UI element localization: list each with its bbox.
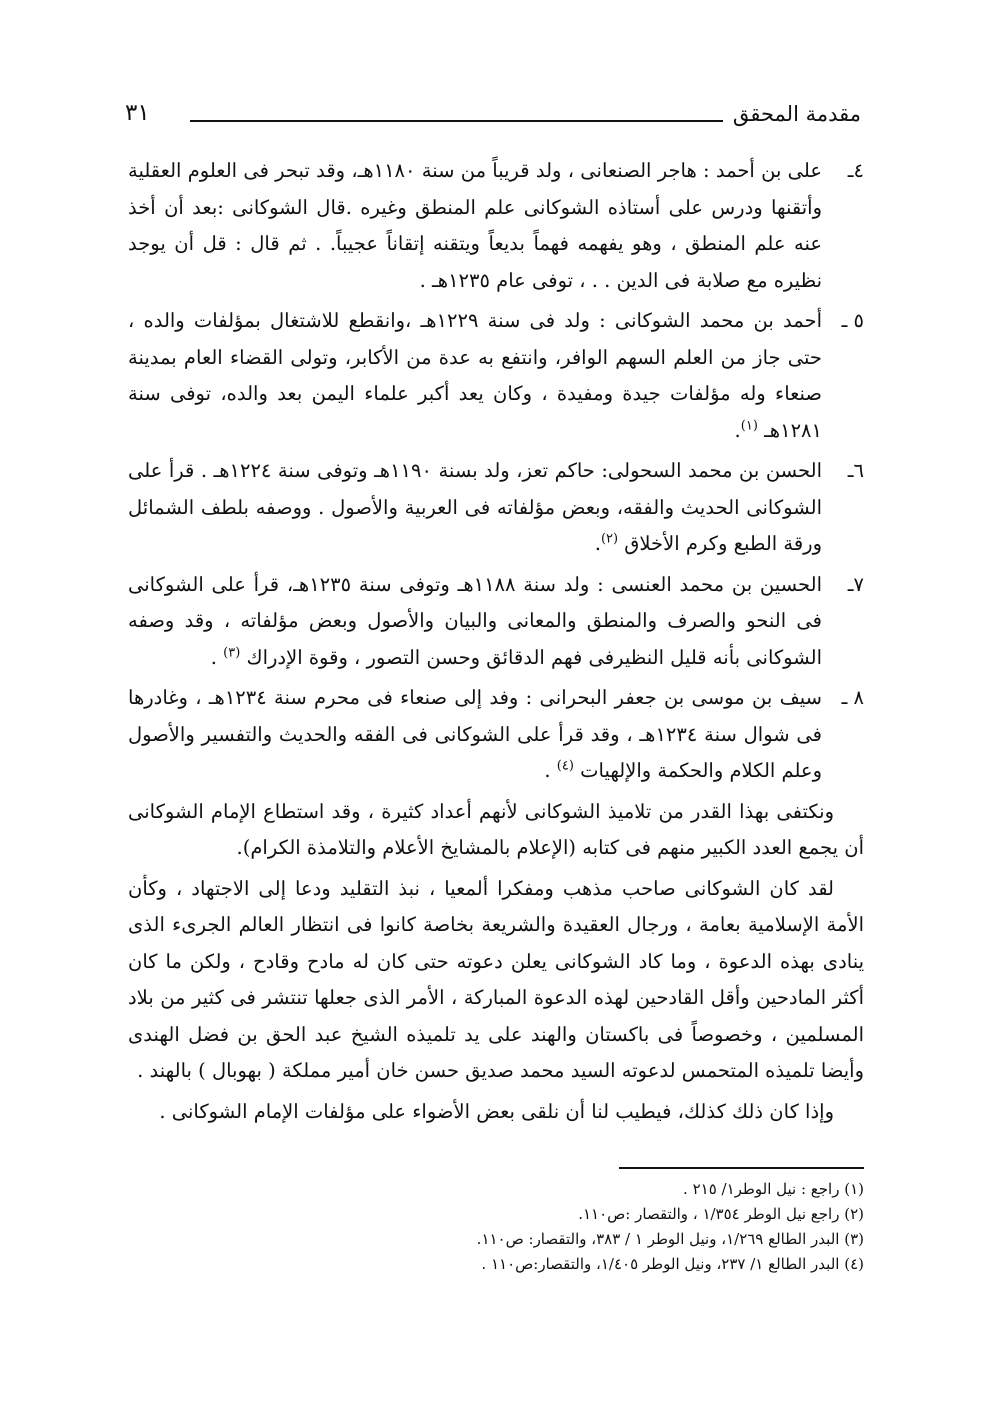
entry-end: . <box>210 645 224 669</box>
entry-number: ٨ ـ <box>841 686 864 709</box>
entry-number: ٥ ـ <box>841 309 864 332</box>
footnote: (٢) راجع نيل الوطر ١/٣٥٤ ، والتقصار :ص١١٠. <box>578 1205 864 1223</box>
entry-text: أحمد بن محمد الشوكانى : ولد فى سنة ١٢٢٩هـ ،وانقطع للاشتغال بمؤلفات والده ، حتى جاز من العلم السهم الوافر، وانتفع به عدة من الأكابر، وتولى القضاء العام بمدينة صنعاء وله مؤلفات جيدة ومفيدة ، وكان يعد أكبر علماء اليمن بعد والده، توفى سنة ١٢٨١هـ <box>128 309 822 442</box>
footnote-ref: (٣) <box>223 645 241 660</box>
entry-text: على بن أحمد : هاجر الصنعانى ، ولد قريباً من سنة ١١٨٠هـ، وقد تبحر فى العلوم العقلية وأتقنها ودرس على أستاذه الشوكانى علم المنطق وغيره .قال الشوكانى :بعد أن أخذ عنه علم المنطق ، وهو يفهمه فهماً بديعاً ويتقنه إتقاناً عجيباً. . ثم قال : قل أن يوجد نظيره مع صلابة فى الدين . . ، توفى عام ١٢٣٥هـ . <box>128 159 822 292</box>
entry-number: ٦ـ <box>847 459 864 482</box>
footnote-ref: (١) <box>740 418 758 433</box>
student-entry <box>128 567 864 677</box>
header-title: مقدمة المحقق <box>732 102 861 126</box>
body-paragraph: وإذا كان ذلك كذلك، فيطيب لنا أن نلقى بعض الأضواء على مؤلفات الإمام الشوكانى . <box>159 1099 834 1123</box>
header-rule <box>190 120 723 122</box>
entry-text: الحسن بن محمد السحولى: حاكم تعز، ولد بسنة ١١٩٠هـ وتوفى سنة ١٢٢٤هـ . قرأ على الشوكانى الحديث والفقه، وبعض مؤلفاته فى العربية والأصول . ووصفه بلطف الشمائل ورقة الطبع وكرم الأخلاق <box>128 459 822 555</box>
entry-end: . <box>594 532 601 555</box>
page-number: ٣١ <box>125 100 150 126</box>
body-paragraph: ونكتفى بهذا القدر من تلاميذ الشوكانى لأنهم أعداد كثيرة ، وقد استطاع الإمام الشوكانى أن يجمع العدد الكبير منهم فى كتابه (الإعلام بالمشايخ الأعلام والتلامذة الكرام). <box>128 799 864 859</box>
student-entry <box>128 680 864 790</box>
footnote-rule <box>619 1167 864 1169</box>
student-entry <box>128 303 864 449</box>
entry-number: ٤ـ <box>847 159 864 182</box>
footnote: (٤) البدر الطالع ١/ ٢٣٧، ونيل الوطر ١/٤٠٥، والتقصار:ص١١٠ . <box>481 1255 864 1273</box>
page-header <box>125 100 861 140</box>
entry-text: سيف بن موسى بن جعفر البحرانى : وفد إلى صنعاء فى محرم سنة ١٢٣٤هـ ، وغادرها فى شوال سنة ١٢٣٤هـ ، وقد قرأ على الشوكانى فى الفقه والحديث والتفسير والأصول وعلم الكلام والحكمة والإلهيات <box>128 686 822 782</box>
main-text <box>128 153 864 1134</box>
footnote-ref: (٢) <box>600 531 619 547</box>
student-entry <box>128 153 864 299</box>
entry-end: . <box>734 418 741 442</box>
student-entry <box>128 453 864 563</box>
footnote: (٣) البدر الطالع ١/٢٦٩، ونيل الوطر ١ / ٣٨٣، والتقصار: ص١١٠. <box>476 1230 864 1248</box>
entry-number: ٧ـ <box>847 572 864 596</box>
body-paragraph: لقد كان الشوكانى صاحب مذهب ومفكرا ألمعيا ، نبذ التقليد ودعا إلى الاجتهاد ، وكأن الأمة الإسلامية بعامة ، ورجال العقيدة والشريعة بخاصة كانوا فى انتظار العالم الجرىء الذى ينادى بهذه الدعوة ، وما كاد الشوكانى يعلن دعوته حتى كان له مادح وقادح ، ولكن ما كان أكثر المادحين وأقل القادحين لهذه الدعوة المباركة ، الأمر الذى جعلها تنتشر فى كثير من بلاد المسلمين ، وخصوصاً فى باكستان والهند على يد تلميذه الشيخ عبد الحق بن فضل الهندى وأيضا تلميذه المتحمس لدعوته السيد محمد صديق حسن خان أمير مملكة ( بهوبال ) بالهند . <box>128 876 864 1082</box>
footnotes <box>128 1177 864 1277</box>
footnote: (١) راجع : نيل الوطر١/ ٢١٥ . <box>683 1180 864 1198</box>
entry-end: . <box>544 759 557 782</box>
footnote-ref: (٤) <box>556 758 574 774</box>
entry-text: الحسين بن محمد العنسى : ولد سنة ١١٨٨هـ وتوفى سنة ١٢٣٥هـ، قرأ على الشوكانى فى النحو والصرف والمنطق والمعانى والبيان والأصول وبعض مؤلفاته ، وقد وصفه الشوكانى بأنه قليل النظيرفى فهم الدقائق وحسن التصور ، وقوة الإدراك <box>128 572 822 669</box>
